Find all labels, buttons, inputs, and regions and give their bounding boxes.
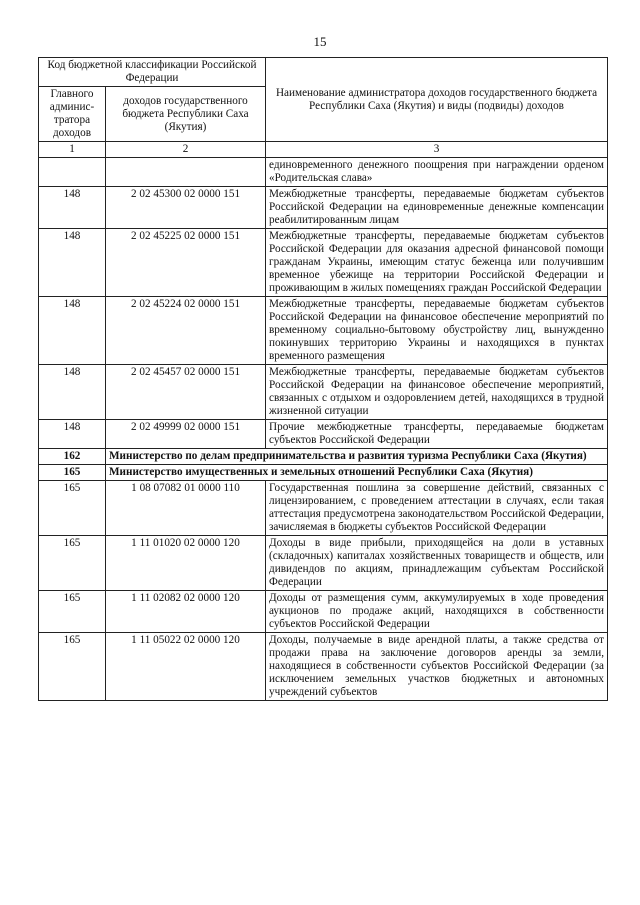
revenue-name: Межбюджетные трансферты, передаваемые бюджетам субъектов Российской Федерации на финансовое обеспечение мероприятий, связанных с отдыхом и оздоровлением детей, находящихся в трудной жизненной ситуации: [266, 365, 608, 420]
table-row: [39, 229, 608, 297]
table-row: [39, 158, 608, 187]
table-row: [39, 420, 608, 449]
page-number: 15: [313, 34, 327, 49]
admin-code: 165: [39, 536, 106, 591]
admin-code: [39, 158, 106, 187]
revenue-name: Межбюджетные трансферты, передаваемые бюджетам субъектов Российской Федерации на единовременные денежные компенсации реабилитированным лицам: [266, 187, 608, 229]
admin-code: 165: [39, 591, 106, 633]
revenue-code: 1 08 07082 01 0000 110: [106, 481, 266, 536]
revenue-code: 2 02 49999 02 0000 151: [106, 420, 266, 449]
revenue-code: 1 11 01020 02 0000 120: [106, 536, 266, 591]
ministry-name: Министерство по делам предпринимательства и развития туризма Республики Саха (Якутия): [106, 449, 608, 465]
revenue-name: Доходы в виде прибыли, приходящейся на доли в уставных (складочных) капиталах хозяйственных товариществ и обществ, или дивидендов по акциям, принадлежащим субъектам Российской Федерации: [266, 536, 608, 591]
revenue-name: Доходы от размещения сумм, аккумулируемых в ходе проведения аукционов по продаже акций, находящихся в собственности субъектов Российской Федерации: [266, 591, 608, 633]
ministry-name: Министерство имущественных и земельных отношений Республики Саха (Якутия): [106, 465, 608, 481]
budget-classification-table: [38, 57, 608, 701]
admin-code: 148: [39, 297, 106, 365]
revenue-code: 2 02 45224 02 0000 151: [106, 297, 266, 365]
header-row-group: [39, 58, 608, 87]
header-col1: Главного админис-тратора доходов: [39, 87, 106, 142]
index-2: 2: [106, 142, 266, 158]
header-index-row: [39, 142, 608, 158]
ministry-row: [39, 465, 608, 481]
ministry-admin-code: 162: [39, 449, 106, 465]
admin-code: 148: [39, 365, 106, 420]
admin-code: 148: [39, 420, 106, 449]
header-col2: доходов государственного бюджета Республики Саха (Якутия): [106, 87, 266, 142]
table-row: [39, 591, 608, 633]
index-1: 1: [39, 142, 106, 158]
revenue-name: Прочие межбюджетные трансферты, передаваемые бюджетам субъектов Российской Федерации: [266, 420, 608, 449]
revenue-name: Межбюджетные трансферты, передаваемые бюджетам субъектов Российской Федерации на финансовое обеспечение мероприятий по временному социально-бытовому обустройству лиц, вынужденно покинувших территорию Украины и находящихся в пунктах временного размещения: [266, 297, 608, 365]
ministry-row: [39, 449, 608, 465]
revenue-name: Доходы, получаемые в виде арендной платы, а также средства от продажи права на заключение договоров аренды за земли, находящиеся в собственности субъектов Российской Федерации (за исключением земельных участков бюджетных и автономных учреждений субъектов: [266, 633, 608, 701]
revenue-code: [106, 158, 266, 187]
admin-code: 165: [39, 633, 106, 701]
revenue-code: 2 02 45457 02 0000 151: [106, 365, 266, 420]
index-3: 3: [266, 142, 608, 158]
table-row: [39, 633, 608, 701]
table-row: [39, 481, 608, 536]
revenue-name: Межбюджетные трансферты, передаваемые бюджетам субъектов Российской Федерации для оказания адресной финансовой помощи гражданам Украины, имеющим статус беженца или получившим временное убежище на территории Российской Федерации и проживающим в жилых помещениях граждан Российской Федерации: [266, 229, 608, 297]
header-group-title: Код бюджетной классификации Российской Федерации: [39, 58, 266, 87]
table-row: [39, 297, 608, 365]
revenue-code: 2 02 45300 02 0000 151: [106, 187, 266, 229]
revenue-code: 1 11 05022 02 0000 120: [106, 633, 266, 701]
ministry-admin-code: 165: [39, 465, 106, 481]
revenue-name: единовременного денежного поощрения при награждении орденом «Родительская слава»: [266, 158, 608, 187]
table-row: [39, 365, 608, 420]
admin-code: 148: [39, 187, 106, 229]
revenue-code: 1 11 02082 02 0000 120: [106, 591, 266, 633]
table-row: [39, 536, 608, 591]
header-col3: Наименование администратора доходов государственного бюджета Республики Саха (Якутия) и виды (подвиды) доходов: [266, 58, 608, 142]
revenue-name: Государственная пошлина за совершение действий, связанных с лицензированием, с проведением аттестации в случаях, если такая аттестация предусмотрена законодательством Российской Федерации, зачисляемая в бюджеты субъектов Российской Федерации: [266, 481, 608, 536]
admin-code: 165: [39, 481, 106, 536]
revenue-code: 2 02 45225 02 0000 151: [106, 229, 266, 297]
admin-code: 148: [39, 229, 106, 297]
table-row: [39, 187, 608, 229]
